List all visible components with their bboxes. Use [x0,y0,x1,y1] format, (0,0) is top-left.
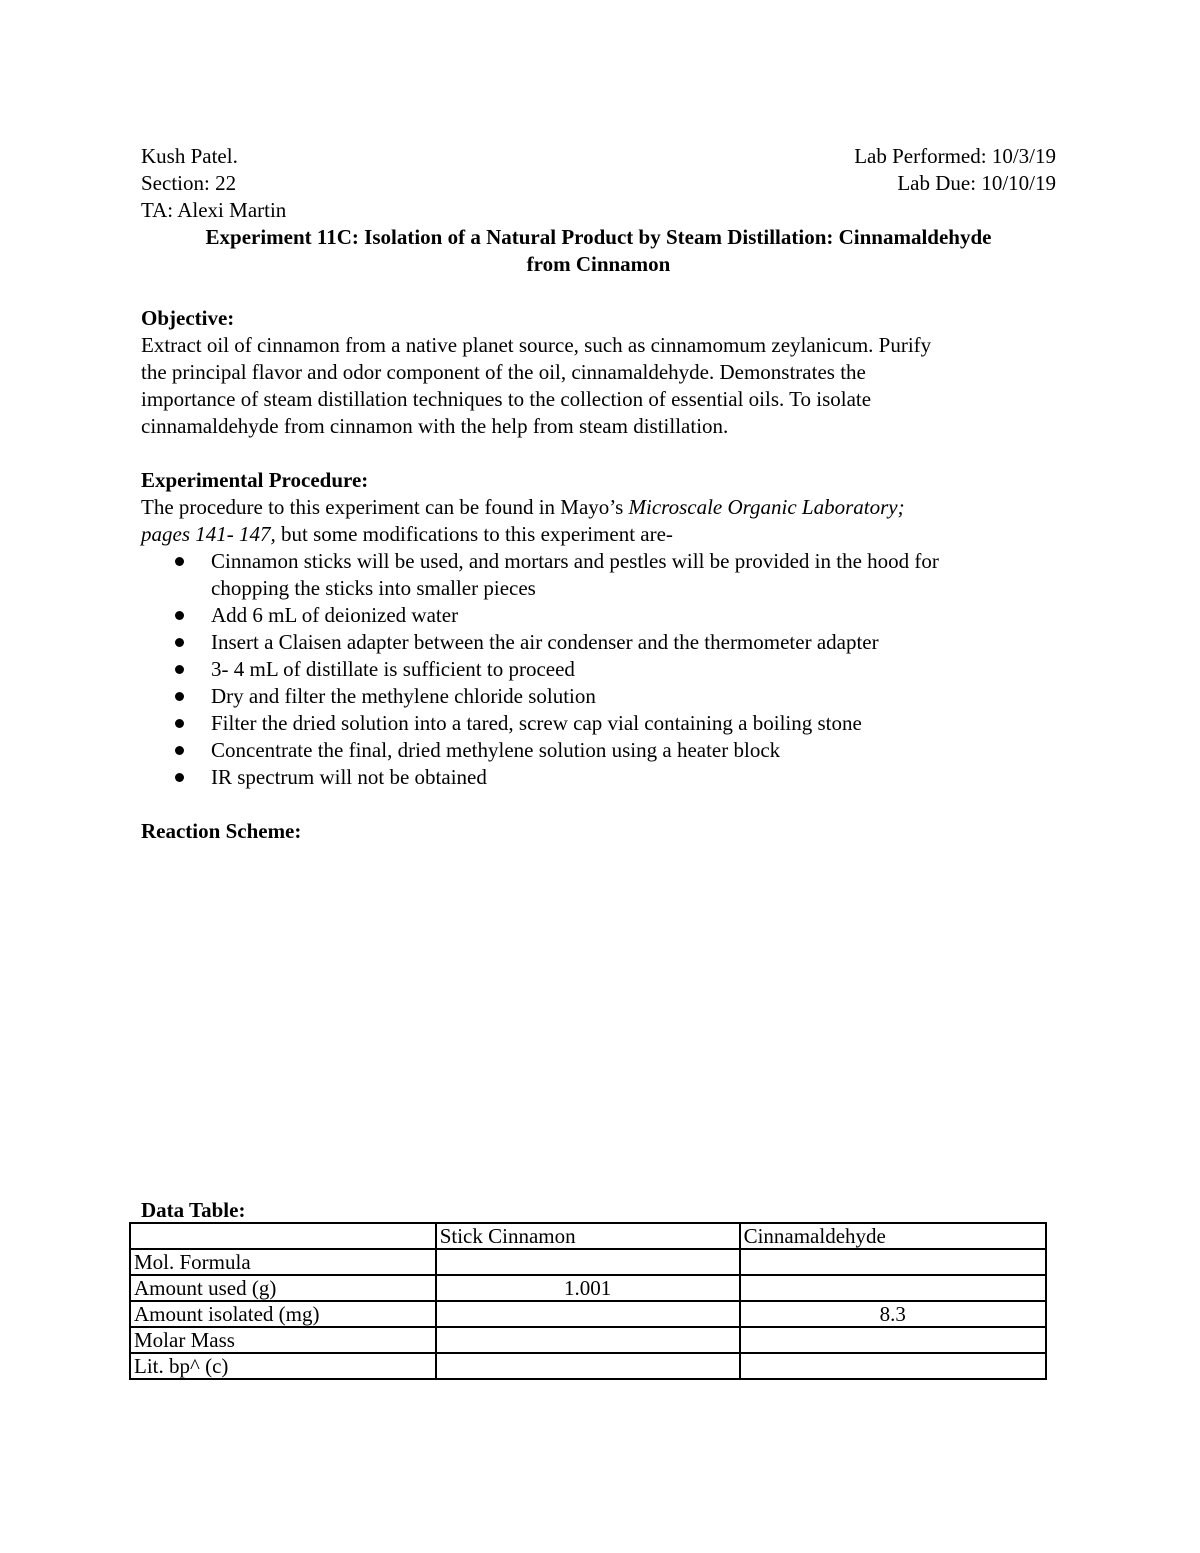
list-item [141,710,1056,737]
objective-text [141,332,1056,440]
objective-line: importance of steam distillation techniques to the collection of essential oils. To isolate [141,387,872,411]
procedure-intro-b: but some modifications to this experiment are- [275,522,673,546]
list-item-text: IR spectrum will not be obtained [211,765,487,789]
table-column-header: Cinnamaldehyde [740,1223,1046,1249]
data-table-heading: Data Table: [141,1198,246,1222]
objective-heading: Objective: [141,306,235,330]
bullet-icon [175,692,184,701]
table-row-label: Lit. bp^ (c) [130,1353,436,1379]
list-item-text: 3- 4 mL of distillate is sufficient to proceed [211,657,575,681]
list-item-text: Concentrate the final, dried methylene solution using a heater block [211,738,781,762]
bullet-icon [175,557,184,566]
list-item [141,602,1056,629]
table-cell: 8.3 [740,1301,1046,1327]
table-column-header: Stick Cinnamon [436,1223,740,1249]
modifications-list [141,548,1056,791]
objective-line: Extract oil of cinnamon from a native planet source, such as cinnamomum zeylanicum. Purify [141,333,932,357]
lab-performed-date: Lab Performed: 10/3/19 [854,144,1056,168]
list-item [141,737,1056,764]
bullet-icon [175,719,184,728]
table-cell [436,1353,740,1379]
table-row-label: Mol. Formula [130,1249,436,1275]
list-item-text: Insert a Claisen adapter between the air condenser and the thermometer adapter [211,630,879,654]
table-cell: 1.001 [436,1275,740,1301]
list-item [141,548,1056,602]
table-cell [740,1327,1046,1353]
title-line-2: from Cinnamon [526,252,671,276]
table-cell [740,1249,1046,1275]
header-row-1 [141,143,1056,170]
list-item [141,629,1056,656]
table-cell [436,1301,740,1327]
procedure-intro-a: The procedure to this experiment can be found in Mayo’s [141,495,629,519]
bullet-icon [175,611,184,620]
table-cell [130,1223,436,1249]
table-row [130,1275,1046,1301]
bullet-icon [175,746,184,755]
procedure-intro [141,494,1056,548]
objective-line: cinnamaldehyde from cinnamon with the help from steam distillation. [141,414,729,438]
list-item-text: Dry and filter the methylene chloride solution [211,684,596,708]
table-cell [436,1249,740,1275]
bullet-icon [175,638,184,647]
title-line-1: Experiment 11C: Isolation of a Natural Product by Steam Distillation: Cinnamaldehyde [205,225,992,249]
procedure-heading: Experimental Procedure: [141,468,369,492]
list-item-text: Cinnamon sticks will be used, and mortars and pestles will be provided in the hood for [211,549,939,573]
list-item-text: Filter the dried solution into a tared, screw cap vial containing a boiling stone [211,711,862,735]
bullet-icon [175,665,184,674]
bullet-icon [175,773,184,782]
student-name: Kush Patel. [141,144,238,168]
table-cell [740,1275,1046,1301]
list-item [141,683,1056,710]
data-table [129,1222,1047,1380]
procedure-intro-line-1 [141,494,1056,521]
experiment-title [141,224,1056,278]
list-item [141,656,1056,683]
table-row-label: Amount isolated (mg) [130,1301,436,1327]
header-row-3 [141,197,1056,224]
table-row-label: Molar Mass [130,1327,436,1353]
list-item-text-cont: chopping the sticks into smaller pieces [211,576,536,600]
procedure-book-title: Microscale Organic Laboratory; [628,495,905,519]
objective-line: the principal flavor and odor component of the oil, cinnamaldehyde. Demonstrates the [141,360,866,384]
lab-due-date: Lab Due: 10/10/19 [897,171,1056,195]
procedure-pages: pages 141- 147, [141,522,276,546]
table-row [130,1353,1046,1379]
table-row [130,1327,1046,1353]
table-header-row [130,1223,1046,1249]
table-row-label: Amount used (g) [130,1275,436,1301]
list-item-text: Add 6 mL of deionized water [211,603,459,627]
ta-name: TA: Alexi Martin [141,198,287,222]
section-number: Section: 22 [141,171,237,195]
reaction-scheme-heading: Reaction Scheme: [141,819,302,843]
list-item [141,764,1056,791]
procedure-intro-line-2 [141,521,1056,548]
header-row-2 [141,170,1056,197]
table-row [130,1301,1046,1327]
table-cell [436,1327,740,1353]
table-row [130,1249,1046,1275]
reaction-scheme-area [141,845,1056,1201]
table-cell [740,1353,1046,1379]
document-body [141,143,1056,1201]
